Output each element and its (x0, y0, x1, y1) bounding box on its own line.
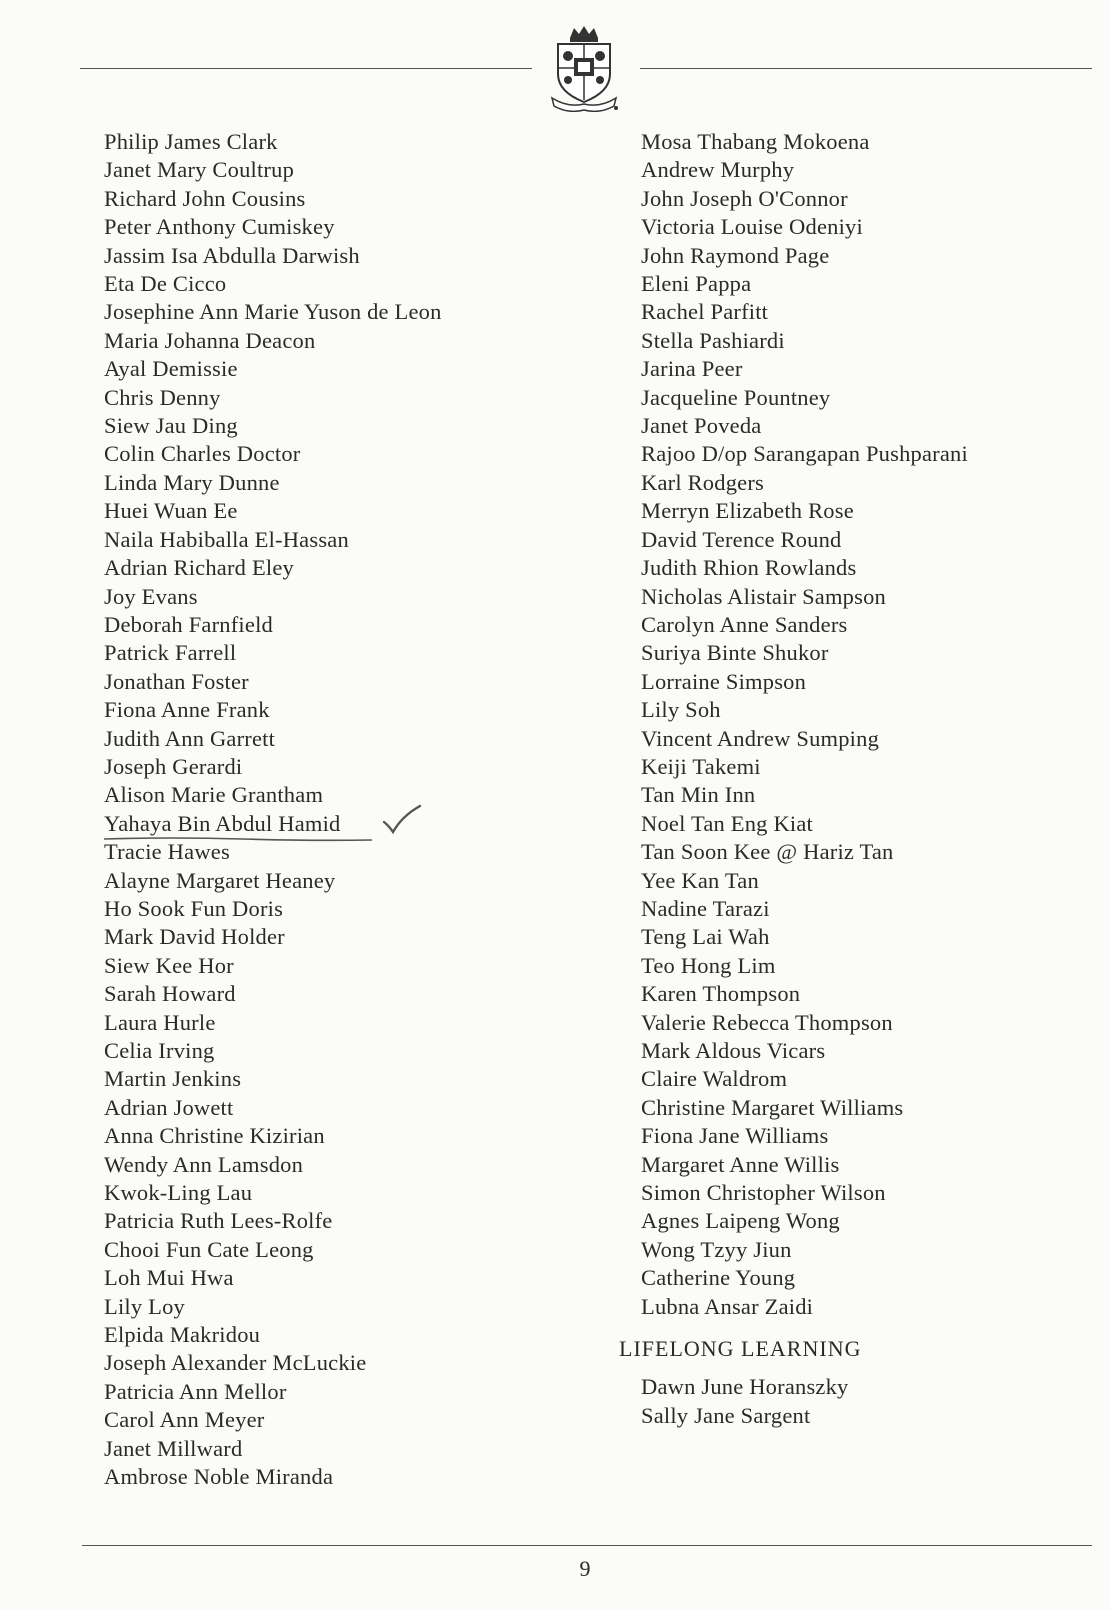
graduate-name: Teo Hong Lim (641, 952, 776, 978)
graduate-name: Rachel Parfitt (641, 299, 769, 325)
list-item (641, 554, 1081, 582)
graduate-name: Karl Rodgers (641, 469, 764, 495)
graduate-name: Yahaya Bin Abdul Hamid (104, 810, 341, 836)
graduate-name: Alison Marie Grantham (104, 782, 324, 808)
list-item (104, 412, 604, 440)
list-item (104, 1264, 604, 1292)
list-item (104, 952, 604, 980)
page-number: 9 (579, 1556, 591, 1581)
list-item (641, 611, 1081, 639)
graduate-name: Vincent Andrew Sumping (641, 725, 880, 751)
graduate-name: Patricia Ann Mellor (104, 1378, 287, 1404)
graduate-name: Adrian Richard Eley (104, 555, 294, 581)
graduate-name: Anna Christine Kizirian (104, 1123, 325, 1149)
list-item (641, 1065, 1081, 1093)
list-item (641, 128, 1081, 156)
list-item (104, 867, 604, 895)
graduate-name: Richard John Cousins (104, 185, 306, 211)
graduate-name: Elpida Makridou (104, 1322, 261, 1348)
graduate-name: Judith Ann Garrett (104, 725, 276, 751)
graduate-name: Janet Poveda (641, 413, 762, 439)
header-rule-left (80, 68, 532, 69)
graduate-name: Colin Charles Doctor (104, 441, 301, 467)
graduate-name: Kwok-Ling Lau (104, 1180, 253, 1206)
graduate-name: Tan Min Inn (641, 782, 756, 808)
list-item (104, 213, 604, 241)
graduate-name: Jassim Isa Abdulla Darwish (104, 242, 360, 268)
list-item (104, 1321, 604, 1349)
list-item (641, 583, 1081, 611)
list-item (641, 270, 1081, 298)
footer-rule (82, 1545, 1092, 1546)
graduate-name: Josephine Ann Marie Yuson de Leon (104, 299, 442, 325)
graduate-name: Linda Mary Dunne (104, 469, 280, 495)
graduate-name: Tan Soon Kee @ Hariz Tan (641, 839, 894, 865)
list-item (104, 1378, 604, 1406)
list-item (641, 327, 1081, 355)
list-item (104, 242, 604, 270)
graduate-name: Siew Kee Hor (104, 952, 234, 978)
graduate-name: John Raymond Page (641, 242, 830, 268)
list-item (104, 1037, 604, 1065)
graduate-name: Patricia Ruth Lees-Rolfe (104, 1208, 333, 1234)
list-item (104, 781, 604, 809)
list-item (641, 1009, 1081, 1037)
graduate-name: Claire Waldrom (641, 1066, 788, 1092)
list-item (641, 298, 1081, 326)
section-heading: LIFELONG LEARNING (619, 1336, 862, 1362)
graduate-name: Laura Hurle (104, 1009, 216, 1035)
list-item (104, 1207, 604, 1235)
graduate-name: Teng Lai Wah (641, 924, 770, 950)
graduate-name: David Terence Round (641, 526, 842, 552)
list-item (641, 1207, 1081, 1235)
list-item (104, 440, 604, 468)
list-item (641, 384, 1081, 412)
list-item (104, 469, 604, 497)
list-item (104, 128, 604, 156)
list-item (104, 526, 604, 554)
graduate-name: Fiona Jane Williams (641, 1123, 829, 1149)
graduate-name: Loh Mui Hwa (104, 1265, 234, 1291)
list-item (104, 1463, 604, 1491)
graduate-name: Jacqueline Pountney (641, 384, 831, 410)
graduate-name: Wong Tzyy Jiun (641, 1236, 792, 1262)
graduate-name: Keiji Takemi (641, 753, 761, 779)
graduate-name: Ayal Demissie (104, 356, 238, 382)
header-rule-right (640, 68, 1092, 69)
graduate-name: Maria Johanna Deacon (104, 327, 316, 353)
list-item (104, 838, 604, 866)
list-item (104, 1349, 604, 1377)
names-column-right (619, 128, 1081, 1430)
names-list-right (641, 128, 1081, 1321)
list-item (641, 1094, 1081, 1122)
list-item (641, 242, 1081, 270)
list-item (104, 156, 604, 184)
university-crest-icon (548, 24, 620, 112)
graduate-name: Martin Jenkins (104, 1066, 242, 1092)
graduate-name: Joseph Alexander McLuckie (104, 1350, 367, 1376)
list-item (641, 1122, 1081, 1150)
list-item (641, 923, 1081, 951)
graduate-name: Andrew Murphy (641, 157, 795, 183)
graduate-name: Siew Jau Ding (104, 413, 238, 439)
list-item (641, 1402, 1081, 1430)
list-item (641, 526, 1081, 554)
list-item (104, 384, 604, 412)
graduate-name: Carolyn Anne Sanders (641, 611, 848, 637)
list-item (641, 980, 1081, 1008)
list-item (641, 156, 1081, 184)
list-item (104, 1179, 604, 1207)
graduate-name: Eleni Pappa (641, 271, 752, 297)
list-item (641, 753, 1081, 781)
list-item (104, 639, 604, 667)
graduate-name: Victoria Louise Odeniyi (641, 214, 863, 240)
list-item (104, 1009, 604, 1037)
graduate-name: Dawn June Horanszky (641, 1374, 849, 1400)
list-item (104, 725, 604, 753)
graduate-name: Fiona Anne Frank (104, 697, 270, 723)
graduate-name: Suriya Binte Shukor (641, 640, 829, 666)
list-item (641, 1037, 1081, 1065)
graduate-name: Eta De Cicco (104, 271, 227, 297)
graduate-name: Rajoo D/op Sarangapan Pushparani (641, 441, 968, 467)
graduate-name: Tracie Hawes (104, 839, 230, 865)
list-item (104, 298, 604, 326)
graduate-name: Mark David Holder (104, 924, 285, 950)
list-item (641, 1293, 1081, 1321)
graduate-name: Noel Tan Eng Kiat (641, 810, 813, 836)
graduate-name: Huei Wuan Ee (104, 498, 238, 524)
pen-underline-icon (102, 836, 374, 842)
list-item (104, 696, 604, 724)
graduate-name: Merryn Elizabeth Rose (641, 498, 854, 524)
list-item (104, 1435, 604, 1463)
list-item (641, 668, 1081, 696)
list-item (104, 611, 604, 639)
list-item (641, 838, 1081, 866)
list-item (104, 497, 604, 525)
list-item (641, 1373, 1081, 1401)
list-item (104, 185, 604, 213)
names-column-left (104, 128, 604, 1492)
list-item (104, 753, 604, 781)
graduate-name: Naila Habiballa El-Hassan (104, 526, 349, 552)
list-item (641, 1179, 1081, 1207)
graduate-name: Sarah Howard (104, 981, 236, 1007)
graduate-name: Lily Loy (104, 1293, 185, 1319)
graduate-name: Wendy Ann Lamsdon (104, 1151, 304, 1177)
list-item (641, 781, 1081, 809)
graduate-name: Janet Millward (104, 1435, 243, 1461)
graduate-name: Mark Aldous Vicars (641, 1038, 826, 1063)
graduate-name: Deborah Farnfield (104, 611, 273, 637)
list-item (641, 1236, 1081, 1264)
list-item (104, 668, 604, 696)
graduate-name: Stella Pashiardi (641, 327, 785, 353)
graduate-name: Nicholas Alistair Sampson (641, 583, 886, 609)
list-item (104, 923, 604, 951)
graduate-name: Janet Mary Coultrup (104, 157, 295, 183)
graduate-name: Yee Kan Tan (641, 867, 759, 893)
list-item (104, 1094, 604, 1122)
list-item (641, 639, 1081, 667)
list-item (104, 1122, 604, 1150)
list-item (641, 355, 1081, 383)
graduate-name: Lubna Ansar Zaidi (641, 1293, 814, 1319)
graduate-name: Chris Denny (104, 384, 221, 410)
list-item (104, 895, 604, 923)
graduate-name: Jarina Peer (641, 356, 743, 382)
list-item (641, 1264, 1081, 1292)
graduate-name: Sally Jane Sargent (641, 1402, 811, 1428)
graduate-name: Philip James Clark (104, 129, 278, 154)
list-item (641, 895, 1081, 923)
graduate-name: Lily Soh (641, 697, 721, 723)
graduate-name: Agnes Laipeng Wong (641, 1208, 840, 1234)
graduate-name: Catherine Young (641, 1265, 796, 1291)
graduate-name: Christine Margaret Williams (641, 1094, 904, 1120)
graduate-name: Simon Christopher Wilson (641, 1180, 886, 1206)
graduate-name: Patrick Farrell (104, 640, 237, 666)
list-item (641, 497, 1081, 525)
graduate-name: Margaret Anne Willis (641, 1151, 840, 1177)
handwritten-check-icon (380, 802, 424, 836)
graduate-name: Joseph Gerardi (104, 753, 243, 779)
list-item (641, 696, 1081, 724)
list-item (641, 185, 1081, 213)
list-item (104, 810, 604, 838)
graduate-name: Valerie Rebecca Thompson (641, 1009, 893, 1035)
graduate-name: Adrian Jowett (104, 1094, 234, 1120)
list-item (104, 583, 604, 611)
graduate-name: Nadine Tarazi (641, 895, 770, 921)
graduate-name: Ho Sook Fun Doris (104, 895, 284, 921)
graduate-name: Mosa Thabang Mokoena (641, 129, 870, 154)
graduate-name: Joy Evans (104, 583, 198, 609)
list-item (104, 554, 604, 582)
list-item (641, 1151, 1081, 1179)
graduate-name: Ambrose Noble Miranda (104, 1464, 334, 1490)
list-item (104, 355, 604, 383)
graduate-name: Chooi Fun Cate Leong (104, 1236, 314, 1262)
graduate-name: Celia Irving (104, 1038, 215, 1063)
list-item (641, 412, 1081, 440)
list-item (104, 1406, 604, 1434)
list-item (104, 1236, 604, 1264)
list-item (104, 1293, 604, 1321)
list-item (641, 469, 1081, 497)
list-item (104, 1151, 604, 1179)
list-item (104, 327, 604, 355)
section-names-list (641, 1373, 1081, 1430)
graduate-name: Lorraine Simpson (641, 668, 807, 694)
list-item (641, 867, 1081, 895)
list-item (641, 440, 1081, 468)
list-item (641, 810, 1081, 838)
graduate-name: Karen Thompson (641, 981, 801, 1007)
graduate-name: Carol Ann Meyer (104, 1407, 265, 1433)
list-item (104, 1065, 604, 1093)
graduate-name: Jonathan Foster (104, 668, 249, 694)
list-item (641, 952, 1081, 980)
list-item (104, 980, 604, 1008)
graduate-name: Alayne Margaret Heaney (104, 867, 336, 893)
list-item (641, 213, 1081, 241)
list-item (104, 270, 604, 298)
graduate-name: Judith Rhion Rowlands (641, 555, 857, 581)
graduate-name: Peter Anthony Cumiskey (104, 214, 335, 240)
list-item (641, 725, 1081, 753)
graduate-name: John Joseph O'Connor (641, 185, 848, 211)
